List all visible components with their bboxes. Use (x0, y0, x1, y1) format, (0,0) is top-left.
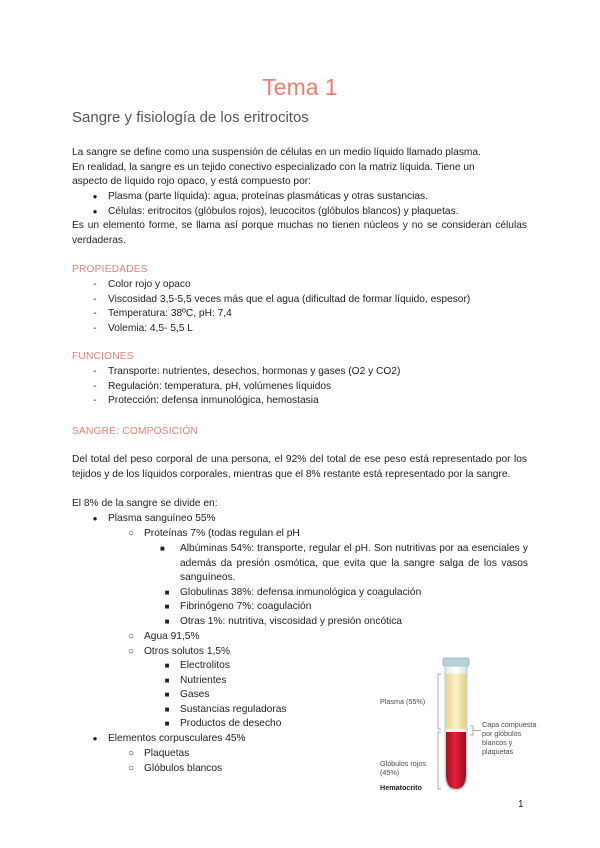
list-item: ■ Otras 1%: nutritiva, viscosidad y presión oncótica (180, 615, 528, 630)
page-subtitle: Sangre y fisiología de los eritrocitos (72, 109, 309, 126)
plasma-sublist-2 (144, 630, 364, 659)
section-heading-propiedades: PROPIEDADES (72, 264, 148, 275)
list-item: - Protección: defensa inmunológica, hemostasia (108, 394, 528, 409)
intro-closing: Es un elemento forme, se llama así porque muchas no tienen núcleos y no se consideran células verdaderas. (72, 220, 527, 246)
elementos-list (108, 732, 368, 747)
list-item: ■ Electrolitos (180, 659, 370, 674)
list-item: ● Células: eritrocitos (glóbulos rojos), leucocitos (glóbulos blancos) y plaquetas. (108, 205, 528, 220)
list-item: - Transporte: nutrientes, desechos, hormonas y gases (O2 y CO2) (108, 365, 528, 380)
square-bullet-icon (160, 674, 174, 689)
dash-icon (88, 278, 102, 293)
intro-line: En realidad, la sangre es un tejido conectivo especializado con la matriz líquida. Tiene un (72, 161, 475, 173)
dash-icon (88, 365, 102, 380)
square-bullet-icon (160, 688, 174, 703)
list-item: ○ Proteínas 7% (todas regulan el pH (144, 527, 528, 542)
section-heading-composicion: SANGRE: COMPOSICIÓN (72, 426, 199, 437)
square-bullet-icon (160, 717, 174, 732)
list-item: ■ Sustancias reguladoras (180, 703, 370, 718)
plasma-label: Plasma (55%) (380, 697, 426, 706)
bullet-icon (88, 512, 102, 527)
circle-bullet-icon (124, 527, 138, 542)
intro-bullets (108, 190, 528, 219)
list-item: ■ Fibrinógeno 7%: coagulación (180, 600, 528, 615)
intro-line: La sangre se define como una suspensión de células en un medio líquido llamado plasma. (72, 147, 481, 158)
composicion-lead: El 8% de la sangre se divide en: (72, 498, 218, 509)
list-item: - Volemia: 4,5- 5,5 L (108, 322, 528, 337)
dash-icon (88, 293, 102, 308)
red-cells-label: Glóbulos rojos (45%) (380, 759, 426, 777)
page-title: Tema 1 (262, 74, 338, 100)
square-bullet-icon (160, 615, 174, 630)
list-item: ○ Glóbulos blancos (144, 762, 364, 777)
list-item: - Regulación: temperatura, pH, volúmenes líquidos (108, 380, 528, 395)
dash-icon (88, 394, 102, 409)
proteinas-sublist (180, 542, 528, 630)
intro-paragraph (72, 146, 527, 190)
hematocrit-label: Hematocrito (380, 783, 422, 792)
list-item: ■ Nutrientes (180, 674, 370, 689)
bullet-icon (88, 205, 102, 220)
list-item: ● Plasma (parte líquida): agua, proteínas plasmáticas y otras sustancias. (108, 190, 528, 205)
square-bullet-icon (160, 600, 174, 615)
square-bullet-icon (160, 659, 174, 674)
elementos-sublist (144, 747, 364, 776)
circle-bullet-icon (124, 762, 138, 777)
circle-bullet-icon (124, 645, 138, 660)
dash-icon (88, 322, 102, 337)
intro-line: aspecto de líquido rojo opaco, y está compuesto por: (72, 176, 311, 188)
bullet-icon (88, 732, 102, 747)
section-heading-funciones: FUNCIONES (72, 351, 134, 362)
composicion-paragraph: Del total del peso corporal de una persona, el 92% del total de ese peso está representado por los tejidos y de los líquidos corporales, mientras que el 8% restante está representado por la sangre. (72, 454, 527, 480)
propiedades-list (108, 278, 528, 336)
list-item: ○ Agua 91,5% (144, 630, 364, 645)
dash-icon (88, 380, 102, 395)
list-item: ● Elementos corpusculares 45% (108, 732, 368, 747)
solutos-sublist (180, 659, 370, 732)
square-bullet-icon (160, 586, 174, 601)
list-item: ○ Plaquetas (144, 747, 364, 762)
list-item: - Color rojo y opaco (108, 278, 528, 293)
list-item: ○ Otros solutos 1,5% (144, 645, 364, 660)
list-item: - Viscosidad 3,5-5,5 veces más que el agua (dificultad de formar líquido, espesor) (108, 293, 528, 308)
composicion-list (108, 512, 528, 527)
hematocrit-figure (378, 656, 537, 796)
list-item: ■ Albúminas 54%: transporte, regular el pH. Son nutritivas por aa esenciales y además da presión osmótica, que evita que la sangre salga de los vasos sanguíneos. (180, 542, 528, 586)
list-item: ■ Productos de desecho (180, 717, 370, 732)
square-bullet-icon (160, 703, 174, 718)
square-bullet-icon (160, 542, 174, 557)
buffy-coat-label: Capa compuesta por glóbulos blancos y plaquetas (482, 720, 537, 756)
funciones-list (108, 365, 528, 409)
plasma-sublist (144, 527, 528, 542)
circle-bullet-icon (124, 747, 138, 762)
list-item: ■ Gases (180, 688, 370, 703)
dash-icon (88, 307, 102, 322)
bullet-icon (88, 190, 102, 205)
list-item: ● Plasma sanguíneo 55% (108, 512, 528, 527)
list-item: ■ Globulinas 38%: defensa inmunológica y coagulación (180, 586, 528, 601)
list-item: - Temperatura: 38ºC, pH: 7,4 (108, 307, 528, 322)
page-number: 1 (518, 799, 524, 810)
circle-bullet-icon (124, 630, 138, 645)
